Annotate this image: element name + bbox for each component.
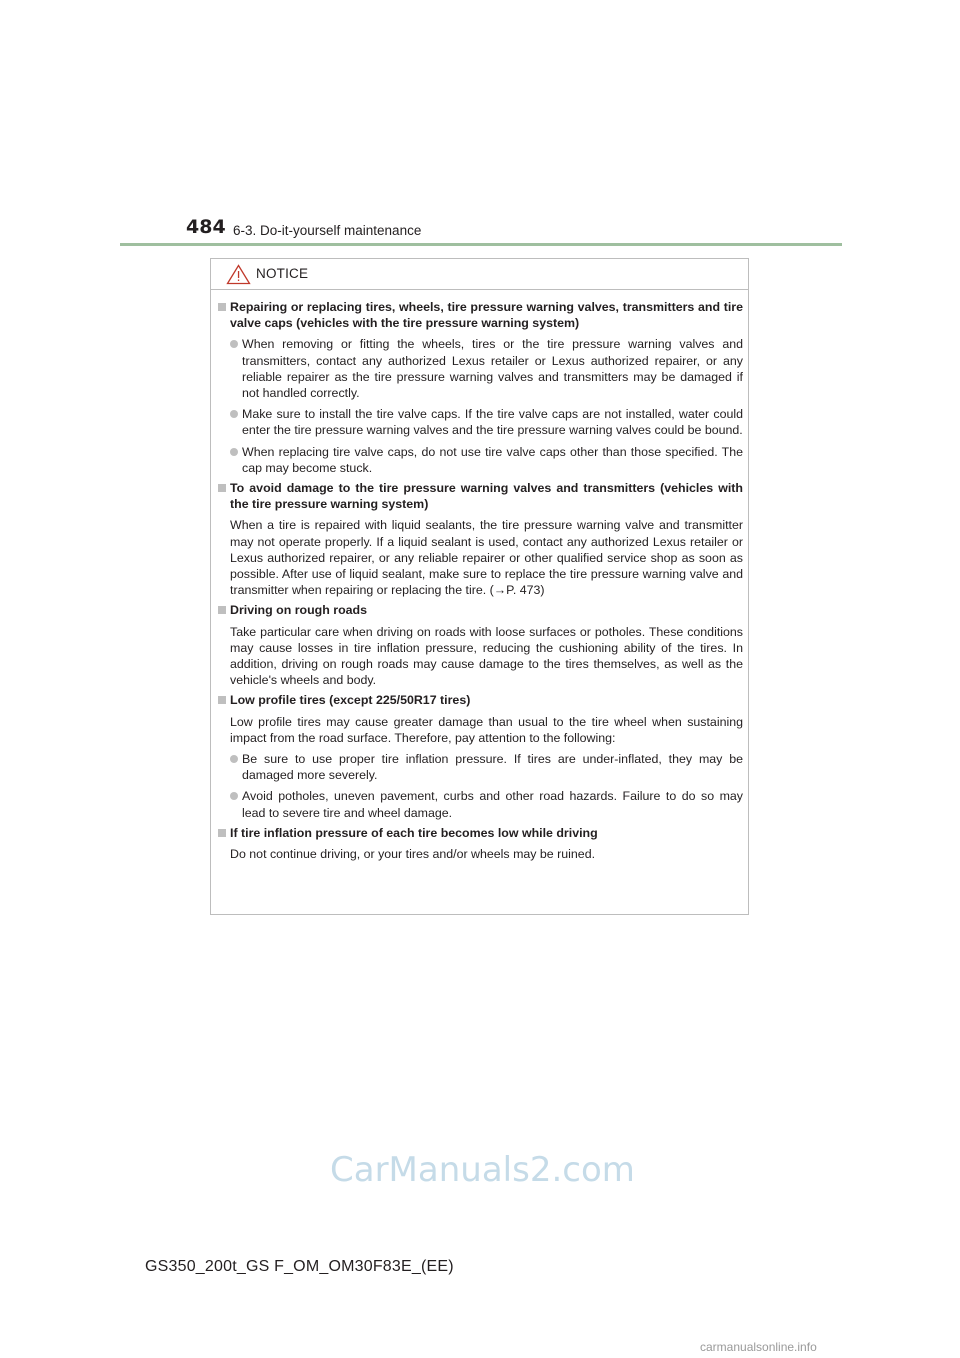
square-bullet-icon [218, 829, 226, 837]
notice-section-tpms-repair [218, 299, 743, 476]
header-divider [120, 243, 842, 246]
round-bullet-icon [230, 755, 238, 763]
section-title: 6-3. Do-it-yourself maintenance [233, 223, 422, 238]
section-paragraph: Low profile tires may cause greater damage than usual to the tire wheel when sustaining impact from the road surface. Therefore, pay attention to the following: [230, 714, 743, 745]
page-number: 484 [186, 216, 226, 238]
notice-section-rough-roads [218, 602, 743, 688]
square-bullet-icon [218, 696, 226, 704]
notice-label: NOTICE [256, 266, 309, 281]
watermark-logo: CarManuals2.com [330, 1150, 635, 1190]
notice-section-avoid-damage [218, 480, 743, 598]
round-bullet-icon [230, 340, 238, 348]
square-bullet-icon [218, 303, 226, 311]
notice-section-low-pressure [218, 825, 743, 862]
list-item: Make sure to install the tire valve caps. If the tire valve caps are not installed, water could enter the tire pressure warning valves and the tire pressure warning valves could be bound. [218, 406, 743, 438]
list-item: When removing or fitting the wheels, tires or the tire pressure warning valves and transmitters, contact any authorized Lexus retailer or Lexus authorized repairer, or any reliable repairer as the tire pressure warning valves and transmitters may be damaged if not handled correctly. [218, 336, 743, 401]
section-paragraph: Do not continue driving, or your tires and/or wheels may be ruined. [230, 847, 596, 862]
list-item: Be sure to use proper tire inflation pressure. If tires are under-inflated, they may be damaged more severely. [218, 751, 743, 783]
list-item: Avoid potholes, uneven pavement, curbs and other road hazards. Failure to do so may lead to severe tire and wheel damage. [218, 788, 743, 820]
page-header [0, 0, 960, 250]
round-bullet-icon [230, 792, 238, 800]
round-bullet-icon [230, 410, 238, 418]
section-heading: Low profile tires (except 225/50R17 tires) [218, 692, 743, 708]
section-paragraph: When a tire is repaired with liquid sealants, the tire pressure warning valve and transmitter may not operate properly. If a liquid sealant is used, contact any authorized Lexus retailer or Lexus authorized repairer, or any reliable repairer or other qualified service shop as soon as possible. After use of liquid sealant, make sure to replace the tire pressure warning valve and transmitter when repairing or replacing the tire. (→P. 473) [230, 518, 743, 598]
round-bullet-icon [230, 448, 238, 456]
square-bullet-icon [218, 484, 226, 492]
section-heading: Driving on rough roads [218, 602, 743, 618]
square-bullet-icon [218, 606, 226, 614]
section-heading: If tire inflation pressure of each tire becomes low while driving [218, 825, 743, 841]
document-id: GS350_200t_GS F_OM_OM30F83E_(EE) [145, 1258, 454, 1275]
notice-box [210, 258, 749, 915]
warning-triangle-icon [226, 264, 251, 285]
section-paragraph: Take particular care when driving on roads with loose surfaces or potholes. These conditions may cause losses in tire inflation pressure, reducing the cushioning ability of the tires. In addition, driving on rough roads may cause damage to the tires themselves, as well as the vehicle's wheels and body. [230, 624, 743, 688]
section-heading: To avoid damage to the tire pressure warning valves and transmitters (vehicles with the tire pressure warning system) [218, 480, 743, 512]
list-item: When replacing tire valve caps, do not use tire valve caps other than those specified. The cap may become stuck. [218, 444, 743, 476]
notice-body [218, 299, 743, 866]
notice-header [211, 259, 748, 290]
section-heading: Repairing or replacing tires, wheels, tire pressure warning valves, transmitters and tire valve caps (vehicles with the tire pressure warning system) [218, 299, 743, 331]
watermark-bottom: carmanualsonline.info [700, 1340, 817, 1354]
notice-section-low-profile [218, 692, 743, 820]
